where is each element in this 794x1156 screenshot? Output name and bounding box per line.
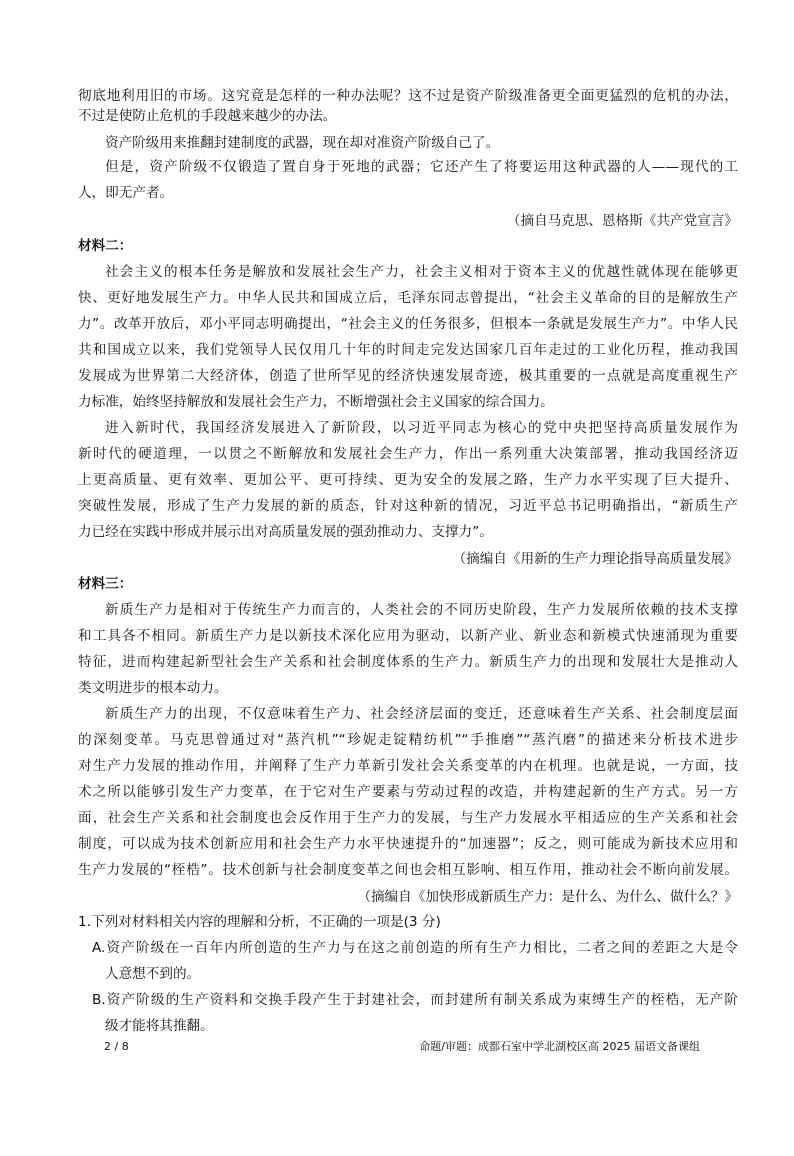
text-line: 术之所以能够引发生产力变革，在于它对生产要素与劳动过程的改造，并构建起新的生产方式。另一方	[78, 784, 738, 800]
text-line: 力标准，始终坚持解放和发展社会生产力，不断增强社会主义国家的综合国力。	[78, 394, 554, 410]
text-line: 新质生产力的出现，不仅意味着生产力、社会经济层面的变迁，还意味着生产关系、社会制度层面	[105, 706, 738, 722]
text-line: 资产阶级用来推翻封建制度的武器，现在却对准资产阶级自己了。	[105, 135, 500, 151]
text-line: 新时代的硬道理，一以贯之不断解放和发展社会生产力，作出一系列重大决策部署，推动我国经济迈	[78, 446, 738, 462]
text-line: 生产力发展的“桎梏”。技术创新与社会制度变革之间也会相互影响、相互作用，推动社会不断向前发展。	[78, 862, 738, 878]
question-stem: 1.下列对材料相关内容的理解和分析，不正确的一项是(3 分)	[78, 914, 441, 930]
text-line: 快、更好地发展生产力。中华人民共和国成立后，毛泽东同志曾提出，“社会主义革命的目的是解放生产	[78, 290, 738, 306]
text-line: 的深刻变革。马克思曾通过对“蒸汽机”“珍妮走锭精纺机”“手推磨”“蒸汽磨”的描述来分析技术进步	[78, 732, 738, 748]
text-line: 类文明进步的根本动力。	[78, 680, 228, 696]
text-line: 共和国成立以来，我们党领导人民仅用几十年的时间走完发达国家几百年走过的工业化历程，推动我国	[78, 342, 738, 358]
text-line: 制度，可以成为技术创新应用和社会生产力水平快速提升的“加速器”；反之，则可能成为新技术应用和	[78, 836, 738, 852]
option-a: A.资产阶级在一百年内所创造的生产力与在这之前创造的所有生产力相比，二者之间的差距之大是令	[92, 940, 738, 956]
section-heading: 材料二：	[78, 238, 133, 254]
option-b-continued: 级才能将其推翻。	[105, 1018, 214, 1034]
source-citation: （摘编自《加快形成新质生产力：是什么、为什么、做什么？》	[357, 889, 738, 905]
source-citation: （摘自马克思、恩格斯《共产党宣言》	[506, 213, 738, 229]
text-line: 人，即无产者。	[78, 185, 174, 201]
footer-credit: 命题/审题：成都石室中学北湖校区高 2025 届语文备课组	[419, 1040, 700, 1053]
text-line: 和工具各不相同。新质生产力是以新技术深化应用为驱动，以新产业、新业态和新模式快速涌现为重要	[78, 628, 738, 644]
page-number: 2 / 8	[104, 1040, 129, 1053]
source-citation: （摘编自《用新的生产力理论指导高质量发展》	[452, 551, 738, 567]
text-line: 新质生产力是相对于传统生产力而言的，人类社会的不同历史阶段，生产力发展所依赖的技术支撑	[105, 602, 738, 618]
option-b: B.资产阶级的生产资料和交换手段产生于封建社会，而封建所有制关系成为束缚生产的桎梏，无产阶	[92, 992, 738, 1008]
text-line: 发展成为世界第二大经济体，创造了世所罕见的经济快速发展奇迹，极其重要的一点就是高度重视生产	[78, 368, 738, 384]
text-line: 进入新时代，我国经济发展进入了新阶段，以习近平同志为核心的党中央把坚持高质量发展作为	[105, 420, 738, 436]
text-line: 彻底地利用旧的市场。这究竟是怎样的一种办法呢？这不过是资产阶级准备更全面更猛烈的危机的办法，	[78, 88, 738, 104]
text-line: 不过是使防止危机的手段越来越少的办法。	[78, 108, 337, 124]
option-a-continued: 人意想不到的。	[105, 966, 201, 982]
text-line: 力”。改革开放后，邓小平同志明确提出，“社会主义的任务很多，但根本一条就是发展生产力”。中华人民	[78, 316, 738, 332]
text-line: 但是，资产阶级不仅锻造了置自身于死地的武器；它还产生了将要运用这种武器的人——现代的工	[105, 159, 738, 175]
section-heading: 材料三：	[78, 576, 133, 592]
text-line: 特征，进而构建起新型社会生产关系和社会制度体系的生产力。新质生产力的出现和发展壮大是推动人	[78, 654, 738, 670]
text-line: 力已经在实践中形成并展示出对高质量发展的强劲推动力、支撑力”。	[78, 524, 493, 540]
text-line: 上更高质量、更有效率、更加公平、更可持续、更为安全的发展之路，生产力水平实现了巨大提升、	[78, 472, 738, 488]
text-line: 社会主义的根本任务是解放和发展社会生产力，社会主义相对于资本主义的优越性就体现在能够更	[105, 264, 738, 280]
text-line: 突破性发展，形成了生产力发展的新的质态，针对这种新的情况，习近平总书记明确指出，“新质生产	[78, 498, 738, 514]
text-line: 面，社会生产关系和社会制度也会反作用于生产力的发展，与生产力发展水平相适应的生产关系和社会	[78, 810, 738, 826]
text-line: 对生产力发展的推动作用，并阐释了生产力革新引发社会关系变革的内在机理。也就是说，一方面，技	[78, 758, 738, 774]
